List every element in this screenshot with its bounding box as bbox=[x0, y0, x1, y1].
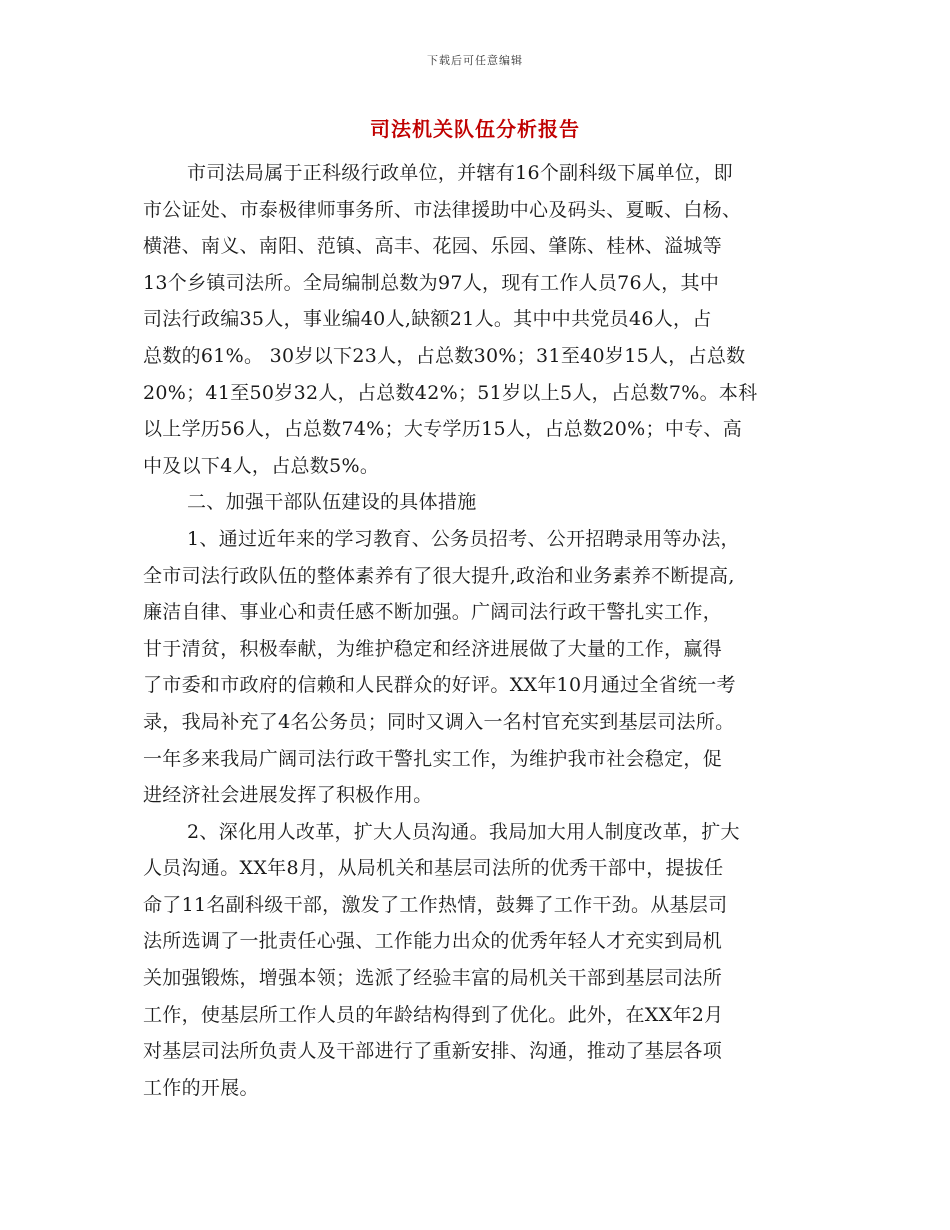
body-line: 人员沟通。XX年8月，从局机关和基层司法所的优秀干部中，提拔任 bbox=[143, 857, 724, 880]
body-line: 中及以下4人，占总数5%。 bbox=[143, 454, 380, 477]
body-line: 工作的开展。 bbox=[143, 1076, 259, 1099]
body-line: 1、通过近年来的学习教育、公务员招考、公开招聘录用等办法， bbox=[187, 527, 740, 550]
body-line: 司法行政编35人，事业编40人,缺额21人。其中中共党员46人，占 bbox=[143, 308, 712, 331]
body-line: 一年多来我局广阔司法行政干警扎实工作，为维护我市社会稳定，促 bbox=[143, 747, 723, 770]
body-line: 横港、南义、南阳、范镇、高丰、花园、乐园、肇陈、桂林、溢城等 bbox=[143, 235, 723, 258]
body-line: 工作，使基层所工作人员的年龄结构得到了优化。此外，在XX年2月 bbox=[143, 1003, 724, 1026]
body-line: 命了11名副科级干部，激发了工作热情，鼓舞了工作干劲。从基层司 bbox=[143, 893, 728, 916]
body-line: 2、深化用人改革，扩大人员沟通。我局加大用人制度改革，扩大 bbox=[187, 820, 740, 843]
body-line: 录，我局补充了4名公务员；同时又调入一名村官充实到基层司法所。 bbox=[143, 710, 735, 733]
document-title: 司法机关队伍分析报告 bbox=[370, 117, 580, 141]
body-line: 关加强锻炼，增强本领；选派了经验丰富的局机关干部到基层司法所 bbox=[143, 967, 723, 990]
body-line: 总数的61%。 30岁以下23人，占总数30%；31至40岁15人，占总数 bbox=[143, 344, 746, 367]
body-line: 了市委和市政府的信赖和人民群众的好评。XX年10月通过全省统一考 bbox=[143, 674, 736, 697]
body-line: 市公证处、市泰极律师事务所、市法律援助中心及码头、夏畈、白杨、 bbox=[143, 198, 742, 221]
header-note: 下载后可任意编辑 bbox=[427, 54, 523, 67]
document-body bbox=[143, 155, 843, 1106]
body-line: 对基层司法所负责人及干部进行了重新安排、沟通，推动了基层各项 bbox=[143, 1040, 723, 1063]
body-line: 市司法局属于正科级行政单位，并辖有16个副科级下属单位，即 bbox=[187, 162, 733, 184]
body-line: 20%；41至50岁32人，占总数42%；51岁以上5人，占总数7%。本科 bbox=[143, 381, 758, 404]
body-line: 甘于清贫，积极奉献，为维护稳定和经济进展做了大量的工作，赢得 bbox=[143, 637, 723, 660]
body-line: 以上学历56人，占总数74%；大专学历15人，占总数20%；中专、高 bbox=[143, 418, 743, 441]
body-line: 13个乡镇司法所。全局编制总数为97人，现有工作人员76人，其中 bbox=[143, 271, 720, 294]
body-line: 二、加强干部队伍建设的具体措施 bbox=[187, 491, 477, 514]
body-line: 全市司法行政队伍的整体素养有了很大提升,政治和业务素养不断提高, bbox=[143, 564, 735, 587]
body-line: 廉洁自律、事业心和责任感不断加强。广阔司法行政干警扎实工作， bbox=[143, 601, 723, 624]
body-line: 进经济社会进展发挥了积极作用。 bbox=[143, 784, 433, 807]
body-line: 法所选调了一批责任心强、工作能力出众的优秀年轻人才充实到局机 bbox=[143, 930, 723, 953]
